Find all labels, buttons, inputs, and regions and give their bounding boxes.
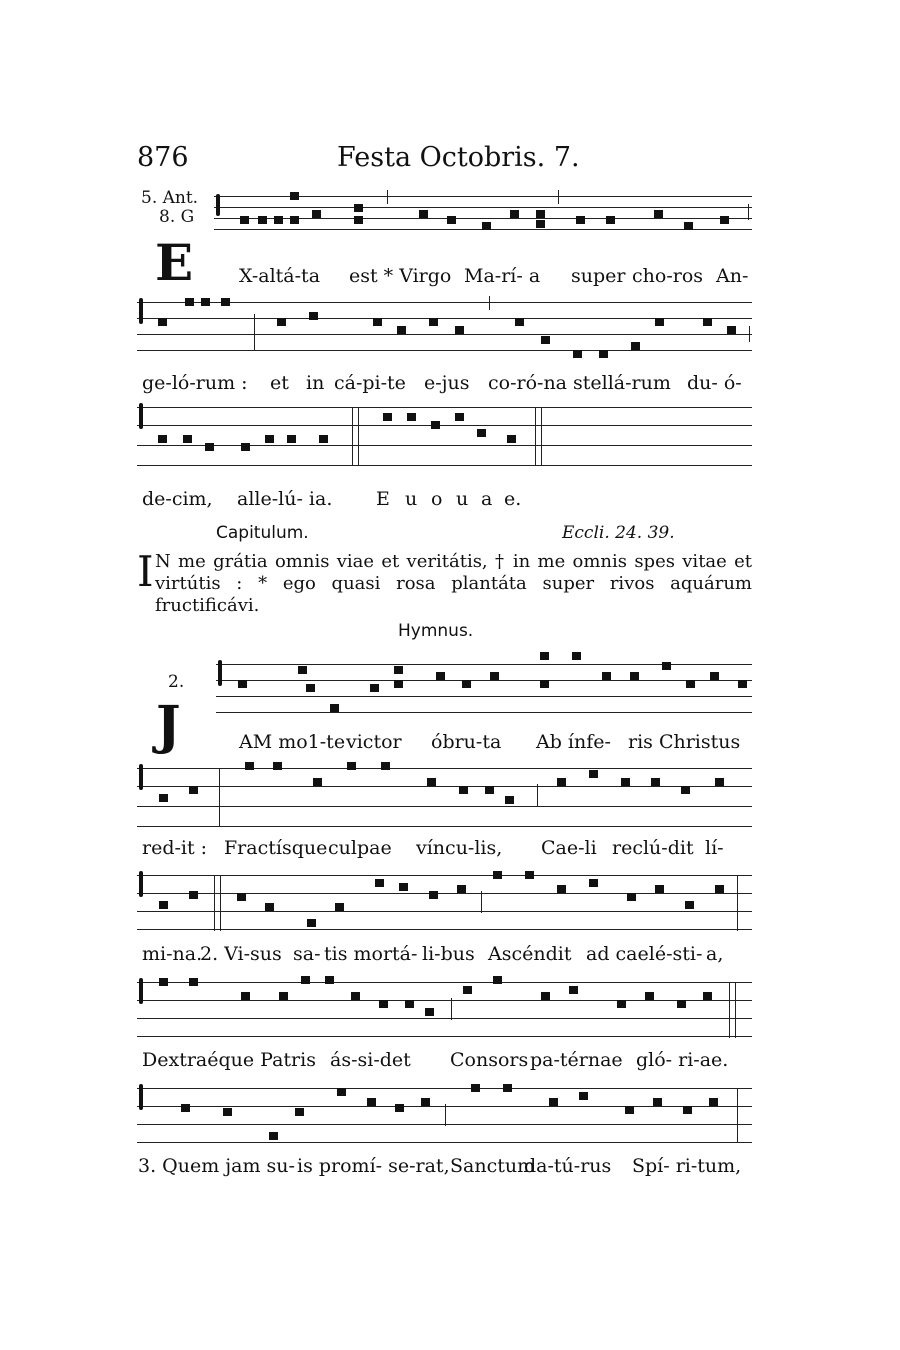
neume-note [221,298,230,306]
do-clef-icon [139,978,143,1004]
lyric-syllable-group: u [456,488,469,510]
neume-note [471,1084,480,1092]
neume-note [397,326,406,334]
neume-note [237,893,246,901]
music-staff [137,302,752,358]
neume-note [189,978,198,986]
antiphon-number: 5. Ant. [141,188,199,208]
neume-note [405,1000,414,1008]
lyric-syllable-group: e. [504,488,522,510]
neume-note [298,666,307,674]
neume-note [313,778,322,786]
neume-note [240,216,249,224]
music-staff [137,768,752,826]
neume-note [525,871,534,879]
neume-note [375,879,384,887]
lyric-syllable-group: cho-ros [632,265,704,287]
lyric-line [0,372,900,398]
bar-line [489,296,490,310]
bar-line [737,1088,738,1142]
lyric-syllable-group: Ab ínfe- [536,731,611,753]
lyric-syllable-group: e-jus [424,372,470,394]
neume-note [557,885,566,893]
neume-note [373,318,382,326]
neume-note [507,435,516,443]
neume-note [279,992,288,1000]
page-header [0,142,900,182]
lyric-syllable-group: pa-térnae [530,1049,623,1071]
bar-line [358,407,359,465]
lyric-syllable-group: Ascéndit [488,943,572,965]
neume-note [683,1106,692,1114]
neume-note [493,871,502,879]
bar-line [541,407,542,465]
lyric-syllable-group: reclú-dit [612,837,694,859]
lyric-syllable-group: alle-lú- ia. [237,488,333,510]
neume-note [715,778,724,786]
do-clef-icon [218,660,222,686]
neume-note [185,298,194,306]
bar-line [535,407,536,465]
lyric-syllable-group: de-cim, [142,488,213,510]
lyric-syllable-group: li-bus [422,943,475,965]
neume-note [159,978,168,986]
neume-note [189,786,198,794]
neume-note [325,976,334,984]
neume-note [394,666,403,674]
neume-note [654,210,663,218]
lyric-syllable-group: E [376,488,390,510]
music-staff [216,664,752,720]
neume-note [241,443,250,451]
neume-note [307,919,316,927]
neume-note [347,762,356,770]
lyric-syllable-group: An- [716,265,749,287]
lyric-syllable-group: X-altá-ta [239,265,321,287]
neume-note [379,1000,388,1008]
neume-note [159,794,168,802]
lyric-syllable-group: Sanctum [450,1155,536,1177]
neume-note [421,1098,430,1106]
neume-note [370,684,379,692]
music-staff [137,875,752,931]
neume-note [627,893,636,901]
neume-note [383,413,392,421]
neume-note [274,216,283,224]
neume-note [158,318,167,326]
lyric-syllable-group: a [481,488,493,510]
neume-note [606,216,615,224]
do-clef-icon [139,764,143,790]
lyric-syllable-group: culpae [328,837,392,859]
do-clef-icon [139,1084,143,1110]
lyric-syllable-group: da-tú-rus [524,1155,612,1177]
neume-note [306,684,315,692]
lyric-syllable-group: Dextraéque Patris [142,1049,316,1071]
neume-note [407,413,416,421]
neume-note [630,672,639,680]
neume-note [455,413,464,421]
neume-note [685,901,694,909]
bar-line [352,407,353,465]
neume-note [541,992,550,1000]
neume-note [351,992,360,1000]
neume-note [301,976,310,984]
neume-note [189,891,198,899]
lyric-syllable-group: a, [706,943,724,965]
neume-note [205,443,214,451]
capitulum-text: N me grátia omnis viae et veritátis, † in me omnis spes vitae et virtútis : * ego quasi rosa plantáta super rivos aquárum fructificávi. [155,551,752,616]
bar-line [749,326,750,342]
bar-line [481,891,482,913]
neume-note [354,204,363,212]
neume-note [655,318,664,326]
music-staff [137,982,752,1038]
neume-note [653,1098,662,1106]
bar-line [254,314,255,350]
antiphon-label [141,189,198,227]
neume-note [589,770,598,778]
neume-note [158,435,167,443]
neume-note [536,220,545,228]
neume-note [645,992,654,1000]
neume-note [429,318,438,326]
lyric-syllable-group: sa- [293,943,321,965]
lyric-syllable-group: 2. Vi-sus [200,943,282,965]
lyric-line [0,731,900,757]
neume-note [462,680,471,688]
lyric-syllable-group: u [405,488,418,510]
neume-note [354,216,363,224]
neume-note [485,786,494,794]
neume-note [337,1088,346,1096]
neume-note [720,216,729,224]
neume-note [677,1000,686,1008]
do-clef-icon [139,403,143,429]
lyric-syllable-group: mi-na. [142,943,203,965]
lyric-syllable-group: Fractísque [224,837,328,859]
neume-note [309,312,318,320]
neume-note [515,318,524,326]
neume-note [510,210,519,218]
lyric-syllable-group: cá-pi-te [334,372,406,394]
music-staff [137,407,752,465]
neume-note [549,1098,558,1106]
neume-note [490,672,499,680]
neume-note [715,885,724,893]
neume-note [201,298,210,306]
bar-line [729,982,730,1038]
neume-note [425,1008,434,1016]
neume-note [493,976,502,984]
capitulum-heading: Capitulum. [216,523,309,543]
neume-note [330,704,339,712]
lyric-syllable-group: víncu-lis, [416,837,503,859]
neume-note [703,992,712,1000]
neume-note [569,986,578,994]
lyric-syllable-group: óbru-ta [431,731,502,753]
neume-note [258,216,267,224]
neume-note [631,342,640,350]
neume-note [557,778,566,786]
neume-note [265,903,274,911]
music-staff [137,1088,752,1142]
neume-note [655,885,664,893]
neume-note [503,1084,512,1092]
neume-note [703,318,712,326]
neume-note [686,680,695,688]
bar-line [387,190,388,204]
neume-note [238,680,247,688]
lyric-line [0,488,900,514]
lyric-syllable-group: lí- [705,837,724,859]
scripture-reference: Eccli. 24. 39. [562,523,675,543]
drop-cap-initial: I [137,547,154,596]
neume-note [727,326,736,334]
lyric-syllable-group: red-it : [142,837,208,859]
neume-note [245,762,254,770]
neume-note [287,435,296,443]
neume-note [540,652,549,660]
lyric-syllable-group: is promí- se-rat, [297,1155,450,1177]
lyric-syllable-group: Consors [450,1049,529,1071]
neume-note [223,1108,232,1116]
neume-note [710,672,719,680]
neume-note [505,796,514,804]
drop-cap-initial: E [155,233,194,292]
neume-note [602,672,611,680]
do-clef-icon [139,871,143,897]
bar-line [748,204,749,220]
lyric-syllable-group: victor [346,731,402,753]
lyric-syllable-group: est * Virgo [349,265,452,287]
neume-note [381,762,390,770]
neume-note [477,429,486,437]
music-staff [214,196,752,236]
neume-note [457,885,466,893]
neume-note [265,435,274,443]
neume-note [599,350,608,358]
lyric-syllable-group: Spí- ri-tum, [632,1155,742,1177]
running-title: Festa Octobris. 7. [337,142,580,173]
neume-note [681,786,690,794]
do-clef-icon [216,194,220,216]
neume-note [536,210,545,218]
lyric-line [0,265,900,291]
neume-note [463,986,472,994]
neume-note [335,903,344,911]
neume-note [572,652,581,660]
bar-line [537,784,538,806]
lyric-syllable-group: 3. Quem jam su- [138,1155,295,1177]
lyric-line [0,1049,900,1075]
neume-note [447,216,456,224]
neume-note [319,435,328,443]
lyric-syllable-group: tis mortá- [324,943,418,965]
neume-note [541,336,550,344]
neume-note [684,222,693,230]
neume-note [159,901,168,909]
lyric-syllable-group: ris Christus [628,731,741,753]
neume-note [399,883,408,891]
neume-note [427,778,436,786]
neume-note [429,891,438,899]
lyric-syllable-group: super [571,265,626,287]
bar-line [219,768,220,826]
neume-note [482,222,491,230]
neume-note [394,680,403,688]
neume-note [431,421,440,429]
bar-line [735,982,736,1038]
neume-note [540,680,549,688]
lyric-syllable-group: gló- ri-ae. [636,1049,729,1071]
neume-note [183,435,192,443]
lyric-syllable-group: in [306,372,325,394]
lyric-syllable-group: o [431,488,443,510]
neume-note [455,326,464,334]
neume-note [295,1108,304,1116]
lyric-syllable-group: ge-ló-rum : [142,372,248,394]
neume-note [589,879,598,887]
bar-line [451,998,452,1020]
do-clef-icon [139,298,143,324]
neume-note [625,1106,634,1114]
lyric-syllable-group: Cae-li [541,837,597,859]
lyric-syllable-group: et [270,372,289,394]
lyric-syllable-group: ad caelé-sti- [586,943,703,965]
neume-note [273,762,282,770]
lyric-syllable-group: co-ró-na [488,372,568,394]
lyric-line [0,1155,900,1181]
lyric-line [0,837,900,863]
bar-line [445,1104,446,1126]
neume-note [738,680,747,688]
antiphon-mode: 8. G [159,207,195,227]
lyric-syllable-group: Ma-rí- a [464,265,541,287]
lyric-syllable-group: du- ó- [687,372,742,394]
lyric-syllable-group: ás-si-det [330,1049,411,1071]
neume-note [367,1098,376,1106]
neume-note [651,778,660,786]
lyric-syllable-group: AM mo1-te [239,731,346,753]
bar-line [737,875,738,931]
neume-note [277,318,286,326]
page-number: 876 [137,142,189,173]
lyric-syllable-group: stellá-rum [573,372,671,394]
neume-note [617,1000,626,1008]
hymn-heading: Hymnus. [398,621,474,641]
neume-note [290,216,299,224]
neume-note [269,1132,278,1140]
hymn-number: 2. [168,672,185,692]
neume-note [312,210,321,218]
neume-note [709,1098,718,1106]
neume-note [579,1092,588,1100]
neume-note [419,210,428,218]
neume-note [573,350,582,358]
neume-note [459,786,468,794]
neume-note [436,672,445,680]
neume-note [241,992,250,1000]
bar-line [558,190,559,204]
neume-note [576,216,585,224]
neume-note [290,192,299,200]
bar-line [220,875,221,931]
neume-note [395,1104,404,1112]
drop-cap-initial: J [156,695,181,756]
neume-note [181,1104,190,1112]
bar-line [214,875,215,931]
neume-note [621,778,630,786]
lyric-line [0,943,900,969]
neume-note [662,662,671,670]
